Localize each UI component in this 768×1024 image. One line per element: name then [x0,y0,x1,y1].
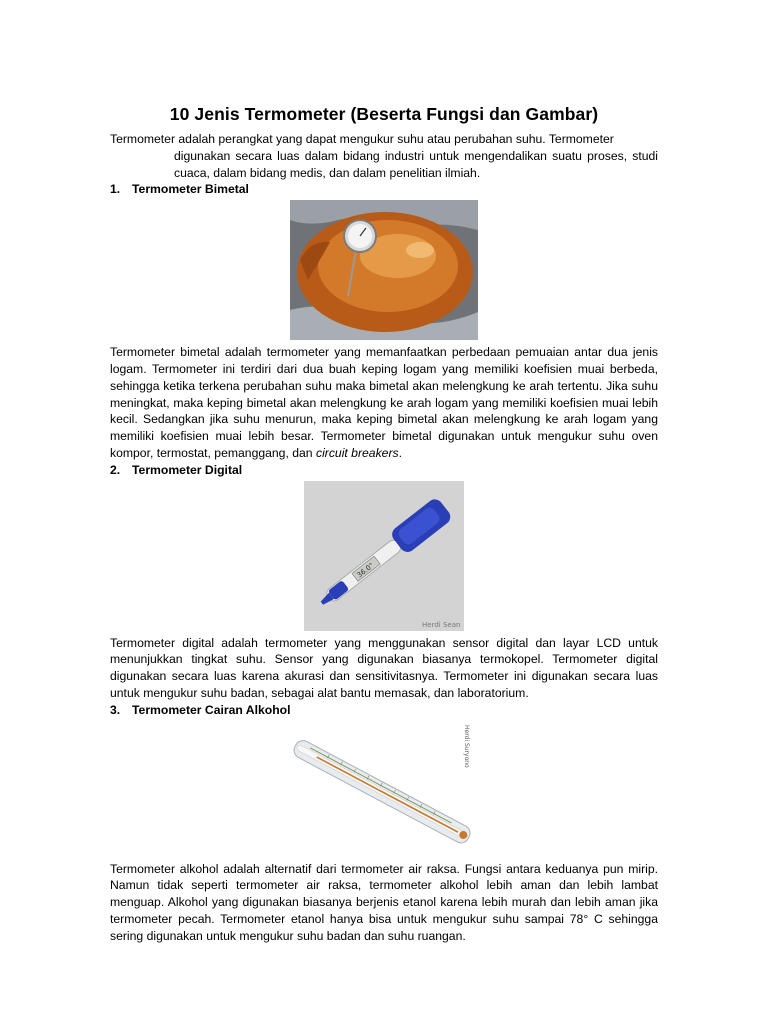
bimetal-thermometer-image [290,200,478,340]
section-body-digital: Termometer digital adalah termometer yang menggunakan sensor digital dan layar LCD untuk menunjukkan tingkat suhu. Sensor yang digunakan biasanya termokopel. Termometer digital digunakan secara luas karena akurasi dan sensitivitasnya. Termometer ini digunakan secara luas untuk mengukur suhu badan, sebagai alat bantu memasak, dan laboratorium. [110,635,658,700]
section-heading-digital [110,462,658,479]
section-number: 1. [110,182,121,197]
section-number: 2. [110,462,121,477]
lcd-readout: 36.0° [355,560,376,580]
section-body-alcohol: Termometer alkohol adalah alternatif dari termometer air raksa. Fungsi antara keduanya pun mirip. Namun tidak seperti termometer air raksa, termometer alkohol lebih aman dan lebih lambat menguap. Alkohol yang digunakan biasanya berjenis etanol karena lebih murah dan lebih aman jika termometer pecah. Termometer etanol hanya bisa untuk mengukur suhu sampai 78° C sehingga sering digunakan untuk mengukur suhu badan dan suhu ruangan. [110,861,658,943]
section-heading-alcohol [110,702,658,719]
section-body-bimetal: Termometer bimetal adalah termometer yang memanfaatkan perbedaan pemuaian antar dua jenis logam. Termometer ini terdiri dari dua buah keping logam yang memiliki koefisien muai berbeda, sehingga ketika terkena perubahan suhu maka bimetal akan melengkung ke arah tertentu. Jika suhu meningkat, maka keping bimetal akan melengkung ke arah logam yang memiliki koefisien muai lebih kecil. Sedangkan jika suhu menurun, maka keping bimetal akan melengkung ke arah logam yang memiliki koefisien muai lebih besar. Termometer bimetal digunakan untuk mengukur suhu oven kompor, termostat, pemanggang, dan circuit breakers. [110,345,658,460]
document-page [110,104,658,945]
intro-line-1: Termometer adalah perangkat yang dapat mengukur suhu atau perubahan suhu. Termometer [110,132,614,146]
intro-line-2: digunakan secara luas dalam bidang industri untuk mengendalikan suatu proses, studi cuaca, dalam bidang medis, dan dalam penelitian ilmiah. [174,148,658,180]
section-heading-bimetal [110,181,658,198]
section-number: 3. [110,702,121,717]
section-title: Termometer Bimetal [132,182,249,197]
alcohol-thermometer-image [289,721,479,857]
section-title: Termometer Digital [132,462,243,477]
image-watermark: Herdi Suryono [463,724,470,768]
section-title: Termometer Cairan Alkohol [132,702,291,717]
image-watermark: Herdi Sean [422,620,461,629]
page-title: 10 Jenis Termometer (Beserta Fungsi dan Gambar) [169,104,599,124]
digital-thermometer-image [304,481,464,631]
